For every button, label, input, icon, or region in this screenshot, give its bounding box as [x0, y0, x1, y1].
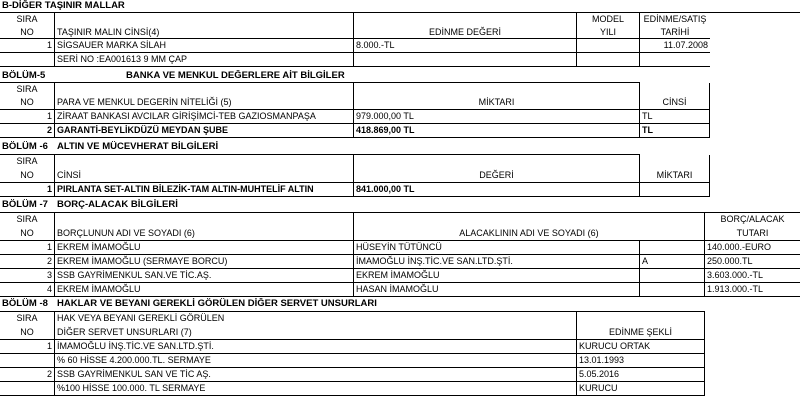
section-7-header-row-1 — [0, 213, 800, 227]
cell-cinsi: SİGSAUER MARKA SİLAH — [55, 39, 354, 53]
cell-alacakli: İMAMOĞLU İNŞ.TİC.VE SAN.LTD.ŞTİ. — [354, 255, 640, 269]
section-8-title: BÖLÜM -8 — [0, 298, 55, 312]
col-no: NO — [0, 96, 55, 110]
col-degeri: DEĞERİ — [354, 169, 640, 183]
col-edinme-satis: EDİNME/SATIŞ — [643, 14, 707, 24]
cell — [55, 13, 354, 26]
col-no: NO — [0, 169, 55, 183]
col-no: NO — [0, 26, 55, 39]
cell-edinme: KURUCU ORTAK — [577, 340, 705, 354]
table-row — [0, 110, 800, 124]
cell-borclu: EKREM İMAMOĞLU — [55, 283, 354, 297]
cell-alacakli: HASAN İMAMOĞLU — [354, 283, 640, 297]
cell-yili — [577, 39, 640, 53]
cell-nitelik: GARANTİ-BEYLİKDÜZÜ MEYDAN ŞUBE — [55, 124, 354, 138]
col-sira: SIRA — [0, 312, 55, 326]
col-model: MODEL — [577, 13, 640, 26]
cell-alacakli: EKREM İMAMOĞLU — [354, 269, 640, 283]
cell-edinme: KURUCU — [577, 382, 705, 396]
cell-cinsi: TL — [640, 124, 710, 138]
cell-no: 1 — [0, 183, 55, 197]
table-row — [0, 368, 800, 382]
col-sira: SIRA — [0, 155, 55, 169]
cell-no: 1 — [0, 39, 55, 53]
cell — [354, 13, 577, 26]
cell-no: 1 — [0, 241, 55, 255]
section-b-header-row-2 — [0, 26, 800, 39]
cell-mark — [640, 269, 705, 283]
cell-no: 2 — [0, 124, 55, 138]
col-cinsi: CİNSİ — [55, 169, 354, 183]
cell-edinme: 13.01.1993 — [577, 354, 705, 368]
cell-cinsi: TL — [640, 110, 710, 124]
table-row — [0, 183, 800, 197]
cell-no — [0, 354, 55, 368]
col-tarihi: TARİHİ — [640, 26, 710, 39]
col-sira: SIRA — [0, 83, 55, 96]
cell-no — [0, 53, 55, 67]
col-header-line-2: DİĞER SERVET UNSURLARI (7) — [55, 326, 577, 340]
cell — [577, 312, 705, 326]
cell-cinsi: PIRLANTA SET-ALTIN BİLEZİK-TAM ALTIN-MUHTELİF ALTIN — [55, 183, 354, 197]
col-no: NO — [0, 326, 55, 340]
cell-degeri — [354, 53, 577, 67]
col-edinme-sekli: EDİNME ŞEKLİ — [577, 326, 705, 340]
cell-no: 2 — [0, 368, 55, 382]
section-8-subtitle: HAKLAR VE BEYANI GEREKLİ GÖRÜLEN DİĞER SERVET UNSURLARI — [55, 298, 705, 312]
table-row — [0, 255, 800, 269]
cell-mark: A — [640, 255, 705, 269]
cell — [354, 83, 640, 96]
cell-miktari: 418.869,00 TL — [354, 124, 640, 138]
cell-unsur: %100 HİSSE 100.000. TL SERMAYE — [55, 382, 577, 396]
cell-no: 1 — [0, 110, 55, 124]
table-row — [0, 382, 800, 396]
table-row — [0, 39, 800, 53]
col-tutari: TUTARI — [705, 227, 800, 241]
col-cinsi: TAŞINIR MALIN CİNSİ(4) — [55, 26, 354, 39]
section-8-header-row-1 — [0, 312, 800, 326]
section-8-title-row — [0, 298, 800, 312]
cell-edinme: 5.05.2016 — [577, 368, 705, 382]
cell-no — [0, 382, 55, 396]
cell-degeri: 8.000.-TL — [354, 39, 577, 53]
col-miktari: MİKTARI — [354, 96, 640, 110]
cell-miktari: 979.000,00 TL — [354, 110, 640, 124]
cell-tutari: 1.913.000.-TL — [705, 283, 800, 297]
table-row — [0, 241, 800, 255]
cell-nitelik: ZİRAAT BANKASI AVCILAR GİRİŞİMCİ-TEB GAZIOSMANPAŞA — [55, 110, 354, 124]
cell-degeri: 841.000,00 TL — [354, 183, 640, 197]
cell-mark — [640, 241, 705, 255]
section-7-title: BÖLÜM -7 — [0, 199, 55, 213]
table-row — [0, 269, 800, 283]
cell-cinsi: SERİ NO :EA001613 9 MM ÇAP — [55, 53, 354, 67]
cell-mark — [640, 283, 705, 297]
section-6-header-row-1 — [0, 155, 800, 169]
cell-unsur: % 60 HİSSE 4.200.000.TL. SERMAYE — [55, 354, 577, 368]
cell — [55, 213, 354, 227]
col-borc-alacak: BORÇ/ALACAK — [720, 214, 785, 224]
col-borclu: BORÇLUNUN ADI VE SOYADI (6) — [55, 227, 354, 241]
cell — [55, 83, 354, 96]
col-alacakli: ALACAKLININ ADI VE SOYADI (6) — [354, 227, 705, 241]
section-6-title-row — [0, 141, 800, 155]
col-sira: SIRA — [0, 213, 55, 227]
table-row — [0, 354, 800, 368]
cell-no: 1 — [0, 340, 55, 354]
section-5-header-row-2 — [0, 96, 800, 110]
section-6-subtitle: ALTIN VE MÜCEVHERAT BİLGİLERİ — [55, 141, 640, 155]
col-miktari: MİKTARI — [640, 169, 710, 183]
cell-borclu: EKREM İMAMOĞLU (SERMAYE BORCU) — [55, 255, 354, 269]
cell-alacakli: HÜSEYİN TÜTÜNCÜ — [354, 241, 640, 255]
cell-no: 3 — [0, 269, 55, 283]
section-b-title-row — [0, 0, 800, 13]
cell-borclu: EKREM İMAMOĞLU — [55, 241, 354, 255]
cell-no: 4 — [0, 283, 55, 297]
col-sira: SIRA — [0, 13, 55, 26]
cell-no: 2 — [0, 255, 55, 269]
table-row — [0, 124, 800, 138]
cell-borclu: SSB GAYRİMENKUL SAN.VE TİC.AŞ. — [55, 269, 354, 283]
section-b-header-row-1 — [0, 13, 800, 26]
cell-unsur: İMAMOĞLU İNŞ.TİC.VE SAN.LTD.ŞTİ. — [55, 340, 577, 354]
section-5-header-row-1 — [0, 83, 800, 96]
cell-tarih: 11.07.2008 — [640, 39, 710, 53]
cell — [55, 155, 354, 169]
cell — [640, 83, 710, 96]
cell-yili — [577, 53, 640, 67]
cell-miktari — [640, 183, 710, 197]
cell-tutari: 250.000.TL — [705, 255, 800, 269]
section-6-title: BÖLÜM -6 — [0, 141, 55, 155]
section-7-header-row-2 — [0, 227, 800, 241]
col-nitelik: PARA VE MENKUL DEGERİN NİTELİĞİ (5) — [55, 96, 354, 110]
col-cinsi: CİNSİ — [640, 96, 710, 110]
col-header-line-1: HAK VEYA BEYANI GEREKLİ GÖRÜLEN — [55, 312, 577, 326]
cell — [640, 155, 710, 169]
col-no: NO — [0, 227, 55, 241]
cell-tarih — [640, 53, 710, 67]
section-7-subtitle: BORÇ-ALACAK BİLGİLERİ — [55, 199, 800, 213]
section-b-title: B-DİĞER TAŞINIR MALLAR — [0, 0, 800, 13]
section-5-subtitle: BANKA VE MENKUL DEĞERLERE AİT BİLGİLER — [124, 70, 640, 83]
cell-tutari: 3.603.000.-TL — [705, 269, 800, 283]
section-5-title-row — [0, 70, 800, 83]
table-row — [0, 53, 800, 67]
cell-unsur: SSB GAYRİMENKUL SAN VE TİC AŞ. — [55, 368, 577, 382]
section-8-header-row-2 — [0, 326, 800, 340]
section-7-title-row — [0, 199, 800, 213]
section-5-title: BÖLÜM-5 — [0, 70, 124, 83]
cell — [354, 155, 640, 169]
cell — [354, 213, 705, 227]
table-row — [0, 283, 800, 297]
col-yili: YILI — [577, 26, 640, 39]
table-row — [0, 340, 800, 354]
col-edinme-degeri: EDİNME DEĞERİ — [354, 26, 577, 39]
cell-tutari: 140.000.-EURO — [705, 241, 800, 255]
section-6-header-row-2 — [0, 169, 800, 183]
